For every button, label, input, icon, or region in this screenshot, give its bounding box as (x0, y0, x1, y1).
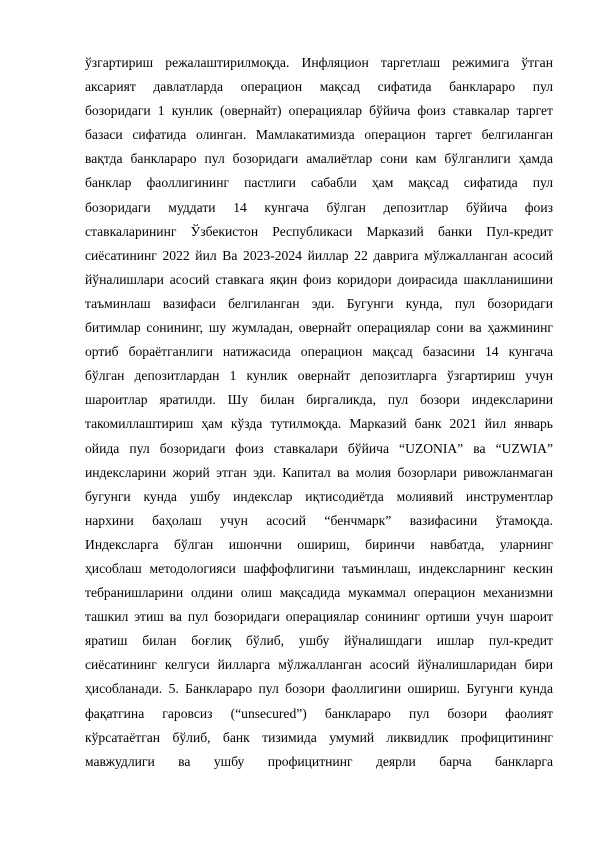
text-line: базаси сифатида олинган. Мамлакатимизда операцион таргет белгиланган (85, 127, 553, 143)
text-line: тебранишларини олдини олиш мақсадида мукаммал операцион механизмни (85, 585, 553, 601)
text-line: сиёсатининг 2022 йил Ва 2023-2024 йиллар 22 даврига мўлжалланган асосий (85, 247, 553, 263)
text-line: битимлар сонининг, шу жумладан, овернайт операциялар сони ва ҳажмининг (85, 320, 553, 336)
text-line: банклар фаоллигининг пастлиги сабабли ҳам мақсад сифатида пул (85, 175, 553, 191)
text-line: ортиб бораётганлиги натижасида операцион мақсад базасини 14 кунгача (85, 344, 553, 360)
text-line: ойида пул бозоридаги фоиз ставкалари бўйича “UZONIA” ва “UZWIA” (85, 440, 553, 456)
text-line: шароитлар яратилди. Шу билан биргаликда, пул бозори индексларини (85, 392, 553, 408)
text-line: ҳисоблаш методологияси шаффофлигини таъминлаш, индексларнинг кескин (85, 560, 553, 576)
text-line: ўзгартириш режалаштирилмоқда. Инфляцион таргетлаш режимига ўтган (85, 55, 553, 70)
text-line: таъминлаш вазифаси белгиланган эди. Бугунги кунда, пул бозоридаги (85, 295, 553, 311)
text-line: бозоридаги муддати 14 кунгача бўлган депозитлар бўйича фоиз (85, 199, 553, 215)
text-line: фақатгина гаровсиз (“unsecured”) банклараро пул бозори фаолият (85, 705, 553, 721)
text-line: аксарият давлатларда операцион мақсад сифатида банклараро пул (85, 79, 553, 95)
text-line: ставкаларининг Ўзбекистон Республикаси Марказий банки Пул-кредит (85, 223, 553, 239)
text-line: мавжудлиги ва ушбу профицитнинг деярли барча банкларга (85, 753, 553, 769)
text-line: бозоридаги 1 кунлик (овернайт) операциялар бўйича фоиз ставкалар таргет (85, 103, 553, 119)
text-line: бугунги кунда ушбу индекслар иқтисодиётда молиявий инструментлар (85, 488, 553, 504)
text-line: такомиллаштириш ҳам кўзда тутилмоқда. Марказий банк 2021 йил январь (85, 416, 553, 432)
text-line: ҳисобланади. 5. Банклараро пул бозори фаоллигини ошириш. Бугунги кунда (85, 681, 553, 697)
text-line: йўналишлари асосий ставкага яқин фоиз коридори доирасида шаклланишини (85, 271, 553, 287)
text-line: кўрсатаётган бўлиб, банк тизимида умумий ликвидлик профицитининг (85, 729, 553, 745)
document-body (85, 51, 553, 774)
text-line: ташкил этиш ва пул бозоридаги операциялар сонининг ортиши учун шароит (85, 609, 553, 625)
text-line: яратиш билан боғлиқ бўлиб, ушбу йўналишдаги ишлар пул-кредит (85, 633, 553, 649)
text-line: вақтда банклараро пул бозоридаги амалиётлар сони кам бўлганлиги ҳамда (85, 151, 553, 167)
text-line: бўлган депозитлардан 1 кунлик овернайт депозитларга ўзгартириш учун (85, 368, 553, 384)
text-line: нархини баҳолаш учун асосий “бенчмарк” вазифасини ўтамоқда. (85, 512, 553, 528)
text-line: сиёсатининг келгуси йилларга мўлжалланган асосий йўналишларидан бири (85, 657, 553, 673)
text-line: индексларини жорий этган эди. Капитал ва молия бозорлари ривожланмаган (85, 464, 553, 480)
text-line: Индексларга бўлган ишончни ошириш, биринчи навбатда, уларнинг (85, 536, 553, 552)
